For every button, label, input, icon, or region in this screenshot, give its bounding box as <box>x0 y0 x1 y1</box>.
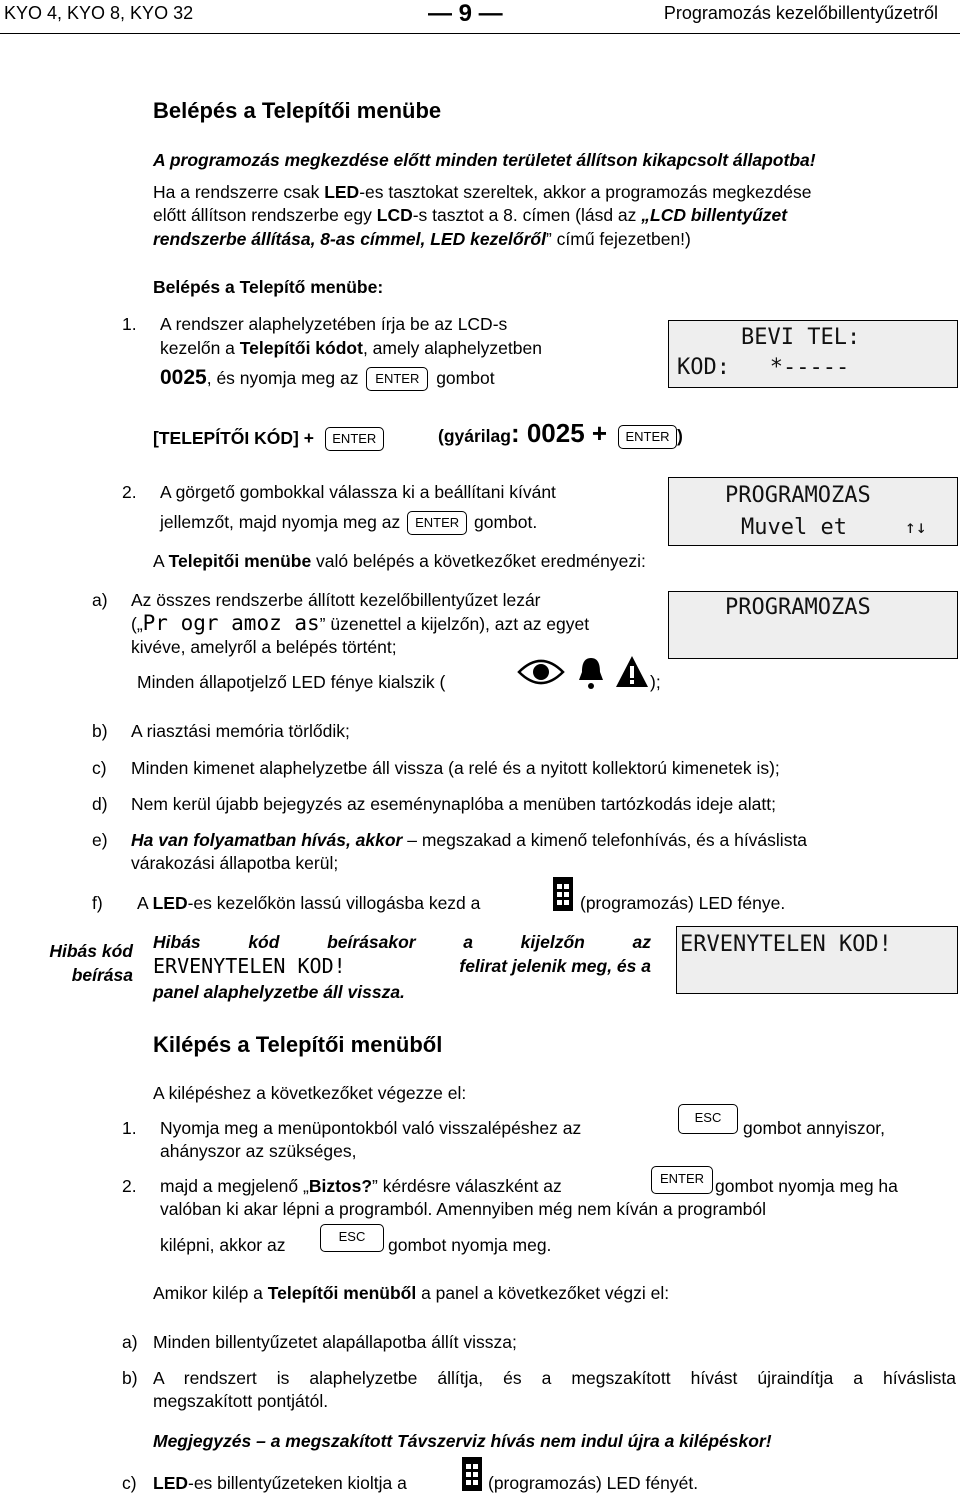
step2-line-3: A Telepitői menübe való belépés a következőket eredményezi: <box>153 551 646 571</box>
note: Megjegyzés – a megszakított Távszerviz hívás nem indul újra a kilépéskor! <box>153 1431 772 1451</box>
lcd-display-enter-code <box>668 320 958 388</box>
para-line-1: Ha a rendszerre csak LED-es tasztokat szereltek, akkor a programozás megkezdése <box>153 182 812 202</box>
step1-line-2: kezelőn a Telepítői kódot, amely alaphelyzetben <box>160 338 542 358</box>
list-letter: a) <box>92 590 108 610</box>
wrong-code-line-2: ERVENYTELEN KOD! felirat jelenik meg, és a <box>153 954 651 978</box>
enter-key: ENTER <box>325 427 384 451</box>
esc-key: ESC <box>320 1224 384 1252</box>
exit-result-a: Minden billentyűzetet alapállapotba állít vissza; <box>153 1332 517 1352</box>
result-a-line-4: Minden állapotjelző LED fénye kialszik ( <box>137 672 446 692</box>
wrong-code-line-1: Hibás kód beírásakor a kijelzőn az <box>153 932 651 952</box>
eye-icon <box>517 656 565 693</box>
lcd-display-invalid-code <box>676 926 958 994</box>
exit-step1-line-1: Nyomja meg a menüpontokból való visszalépéshez az <box>160 1118 582 1138</box>
warning-icon <box>614 654 650 695</box>
exit-result-b-line-2: megszakított pontjától. <box>153 1391 329 1411</box>
result-f-end: (programozás) LED fénye. <box>580 893 786 913</box>
result-a-line-1: Az összes rendszerbe állított kezelőbillentyűzet lezár <box>131 590 541 610</box>
scroll-arrows-icon: ↑↓ <box>905 517 927 538</box>
lcd-line-2: Muvel et <box>741 515 847 540</box>
header-right: Programozás kezelőbillentyűzetről <box>663 3 938 23</box>
result-a-line-3: kivéve, amelyről a belépés történt; <box>131 637 397 657</box>
exit-result-c-end: (programozás) LED fényét. <box>488 1473 699 1493</box>
keypad-icon <box>461 1456 483 1497</box>
lcd-display-programming <box>668 477 958 546</box>
enter-key: ENTER <box>407 511 467 535</box>
lcd-line-1: PROGRAMOZAS <box>725 483 871 508</box>
side-note-line-2: beírása <box>71 965 133 985</box>
exit-step2-line-3-end: gombot nyomja meg. <box>388 1235 552 1255</box>
exit-step1-line-1-end: gombot annyiszor, <box>743 1118 886 1138</box>
page-number: — 9 — <box>428 0 503 27</box>
step1-line-3: 0025, és nyomja meg az ENTER gombot <box>160 367 495 391</box>
keypad-icon <box>552 876 574 917</box>
installer-code-formula: [TELEPÍTŐI KÓD] + ENTER <box>153 427 384 451</box>
list-letter: e) <box>92 830 108 850</box>
section-title: Belépés a Telepítői menübe <box>153 98 442 123</box>
result-b: A riasztási memória törlődik; <box>131 721 350 741</box>
side-note-line-1: Hibás kód <box>49 941 133 961</box>
step-number: 2. <box>122 482 137 502</box>
header-left: KYO 4, KYO 8, KYO 32 <box>4 3 194 23</box>
result-a-line-4-end: ); <box>650 672 661 692</box>
factory-default-formula: (gyárilag: 0025 + ENTER ) <box>438 418 683 448</box>
step-number: 2. <box>122 1176 137 1196</box>
exit-intro: A kilépéshez a következőket végezze el: <box>153 1083 467 1103</box>
exit-step2-line-3: kilépni, akkor az <box>160 1235 286 1255</box>
subsection-title: Belépés a Telepítő menübe: <box>153 277 384 297</box>
list-letter: b) <box>92 721 108 741</box>
result-c: Minden kimenet alaphelyzetbe áll vissza (a relé és a nyitott kollektorú kimenetek is); <box>131 758 780 778</box>
list-letter: d) <box>92 794 108 814</box>
exit-effects-intro: Amikor kilép a Telepítői menüből a panel a következőket végzi el: <box>153 1283 670 1303</box>
list-letter: b) <box>122 1368 138 1388</box>
enter-key: ENTER <box>366 367 428 391</box>
step-number: 1. <box>122 1118 137 1138</box>
result-e-line-1: Ha van folyamatban hívás, akkor – megszakad a kimenő telefonhívás, és a híváslista <box>131 830 808 850</box>
list-letter: c) <box>122 1473 137 1493</box>
para-line-2: előtt állítson rendszerbe egy LCD-s tasztot a 8. címen (lásd az „LCD billentyűzet <box>153 205 788 225</box>
wrong-code-line-3: panel alaphelyzetbe áll vissza. <box>153 982 405 1002</box>
step2-line-1: A görgető gombokkal válassza ki a beállítani kívánt <box>160 482 556 502</box>
result-d: Nem kerül újabb bejegyzés az eseménynaplóba a menüben tartózkodás ideje alatt; <box>131 794 776 814</box>
result-f: A LED-es kezelőkön lassú villogásba kezd a <box>137 893 481 913</box>
lcd-line-2: KOD: *----- <box>677 355 850 380</box>
header-rule <box>0 33 960 34</box>
list-letter: a) <box>122 1332 138 1352</box>
warning-text: A programozás megkezdése előtt minden területet állítson kikapcsolt állapotba! <box>153 150 816 170</box>
bell-icon <box>575 655 607 696</box>
exit-step2-line-2: valóban ki akar lépni a programból. Amennyiben még nem kíván a programból <box>160 1199 767 1219</box>
list-letter: f) <box>92 893 103 913</box>
result-e-line-2: várakozási állapotba kerül; <box>131 853 339 873</box>
lcd-line-1: BEVI TEL: <box>741 325 861 350</box>
exit-result-b-line-1: A rendszert is alaphelyzetbe állítja, és a megszakított hívást újraindítja a híváslista <box>153 1368 956 1388</box>
section-title: Kilépés a Telepítői menüből <box>153 1032 443 1057</box>
list-letter: c) <box>92 758 107 778</box>
result-a-line-2: („Pr ogr amoz as” üzenettel a kijelzőn), azt az egyet <box>131 611 590 635</box>
step-number: 1. <box>122 314 137 334</box>
lcd-display-locked <box>668 591 958 659</box>
step2-line-2: jellemzőt, majd nyomja meg az ENTER gombot. <box>160 511 537 535</box>
exit-step2-line-1-end: gombot nyomja meg ha <box>715 1176 898 1196</box>
enter-key: ENTER <box>618 425 677 449</box>
lcd-line-1: PROGRAMOZAS <box>725 595 871 620</box>
enter-key: ENTER <box>651 1166 713 1194</box>
exit-step1-line-2: ahányszor az szükséges, <box>160 1141 357 1161</box>
lcd-line-1: ERVENYTELEN KOD! <box>680 932 892 957</box>
para-line-3: rendszerbe állítása, 8-as címmel, LED kezelőről” című fejezetben!) <box>153 229 691 249</box>
exit-step2-line-1: majd a megjelenő „Biztos?” kérdésre válaszként az <box>160 1176 562 1196</box>
step1-line-1: A rendszer alaphelyzetében írja be az LCD-s <box>160 314 508 334</box>
exit-result-c: LED-es billentyűzeteken kioltja a <box>153 1473 407 1493</box>
esc-key: ESC <box>678 1104 738 1134</box>
